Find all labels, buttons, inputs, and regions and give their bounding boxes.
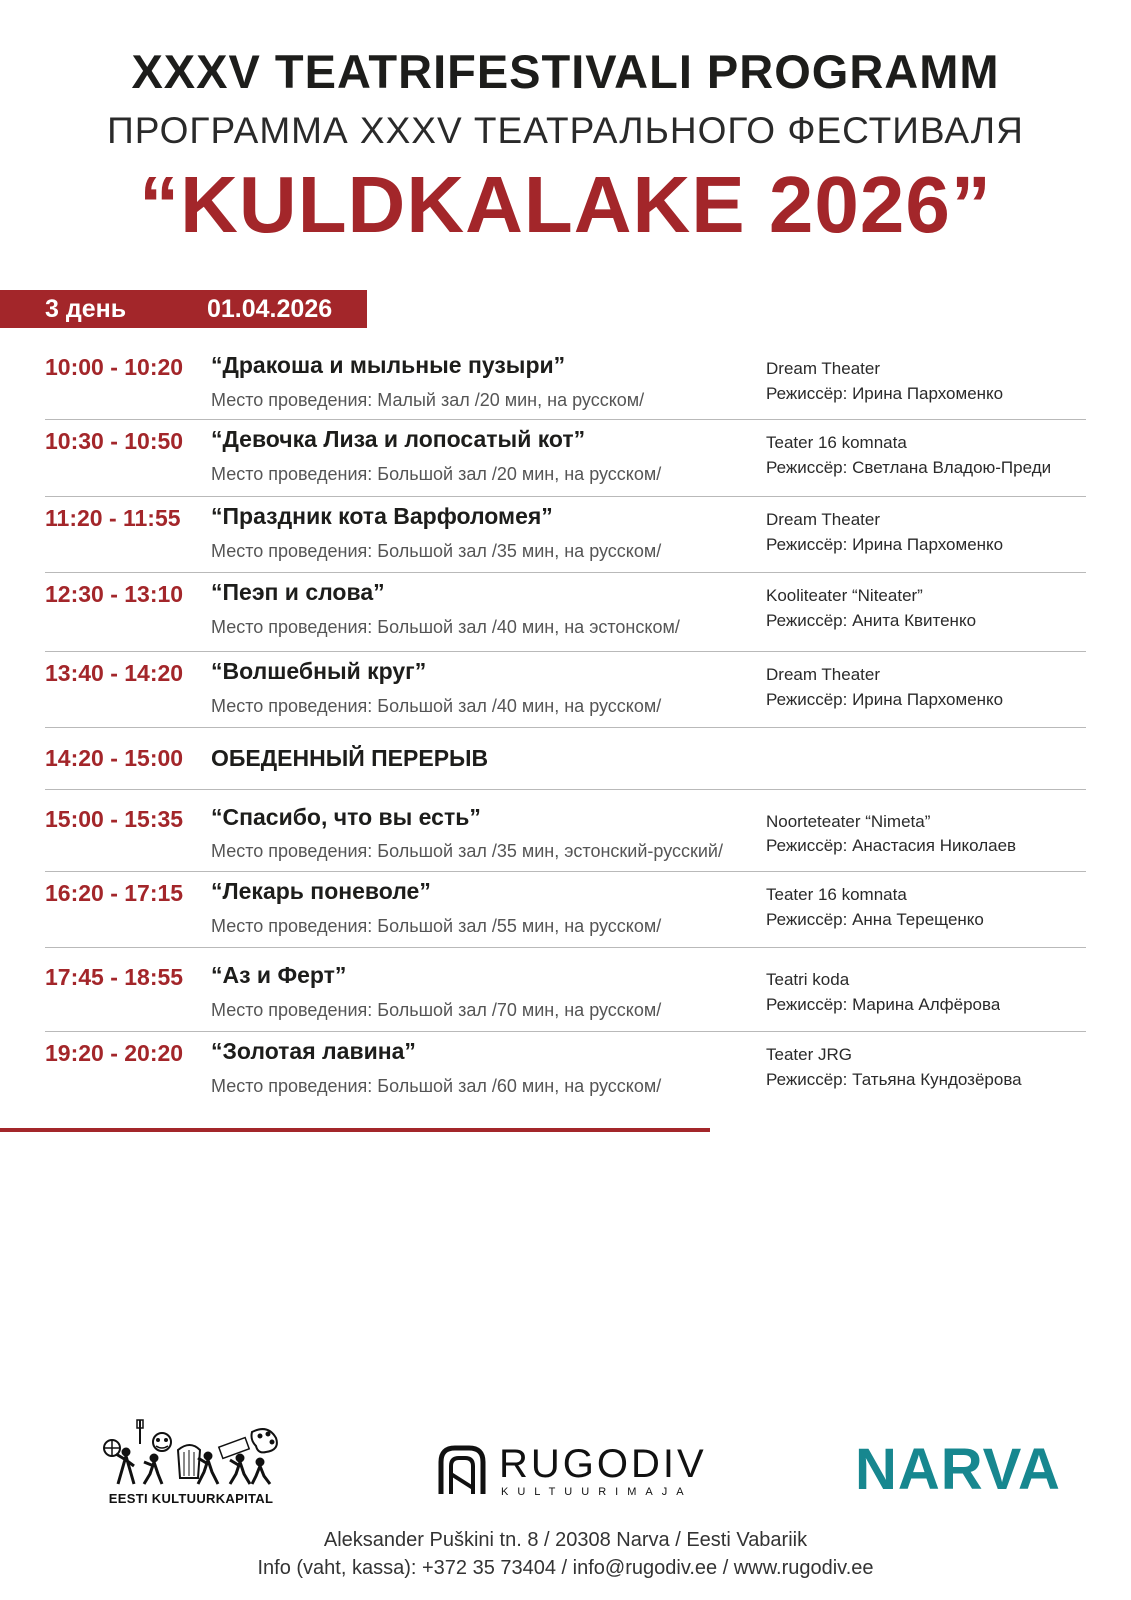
event-company: Kooliteater “Niteater” (766, 586, 923, 605)
break-time: 14:20 - 15:00 (45, 745, 184, 771)
event-time: 12:30 - 13:10 (45, 581, 184, 607)
event-company: Teater JRG (766, 1045, 852, 1064)
day-label: 3 день (45, 295, 127, 323)
schedule-row (45, 573, 1086, 652)
event-venue: Место проведения: Большой зал /35 мин, эстонский-русский/ (211, 841, 723, 861)
logos (0, 1418, 1131, 1518)
rugodiv-mark-icon (437, 1444, 487, 1496)
event-title: “Золотая лавина” (211, 1038, 416, 1064)
header (0, 44, 1131, 250)
event-title: “Лекарь поневоле” (211, 878, 431, 904)
event-title: “Спасибо, что вы есть” (211, 804, 481, 830)
event-time: 10:00 - 10:20 (45, 354, 184, 380)
title-russian: ПРОГРАММА XXXV ТЕАТРАЛЬНОГО ФЕСТИВАЛЯ (107, 110, 1024, 151)
rugodiv-name: RUGODIV (499, 1442, 707, 1486)
kultuurkapital-logo (100, 1418, 282, 1506)
event-venue: Место проведения: Большой зал /40 мин, на русском/ (211, 696, 662, 716)
event-title: “Дракоша и мыльные пузыри” (211, 352, 566, 378)
event-venue: Место проведения: Большой зал /55 мин, на русском/ (211, 916, 662, 936)
event-venue: Место проведения: Большой зал /60 мин, на русском/ (211, 1076, 662, 1096)
event-venue: Место проведения: Большой зал /20 мин, на русском/ (211, 464, 662, 484)
footer (0, 1526, 1131, 1582)
narva-logo: NARVA (855, 1437, 1061, 1502)
kultuurkapital-figures-icon (100, 1418, 282, 1488)
schedule (45, 346, 1086, 1110)
event-director: Режиссёр: Ирина Пархоменко (766, 535, 1004, 554)
event-venue: Место проведения: Большой зал /35 мин, на русском/ (211, 541, 662, 561)
schedule-row (45, 1032, 1086, 1110)
schedule-row (45, 790, 1086, 872)
schedule-row (45, 497, 1086, 573)
festival-name: “KULDKALAKE 2026” (139, 160, 992, 249)
kultuurkapital-label: EESTI KULTUURKAPITAL (108, 1491, 274, 1506)
event-company: Teater 16 komnata (766, 885, 907, 904)
event-title: “Праздник кота Варфоломея” (211, 503, 553, 529)
schedule-row (45, 420, 1086, 497)
event-time: 11:20 - 11:55 (45, 505, 181, 531)
schedule-row-break (45, 728, 1086, 790)
schedule-row (45, 872, 1086, 948)
title-estonian: XXXV TEATRIFESTIVALI PROGRAMM (131, 45, 1000, 98)
event-director: Режиссёр: Марина Алфёрова (766, 995, 1001, 1014)
event-time: 13:40 - 14:20 (45, 660, 184, 686)
event-director: Режиссёр: Светлана Владою-Преди (766, 458, 1052, 477)
event-time: 15:00 - 15:35 (45, 806, 184, 832)
event-director: Режиссёр: Анита Квитенко (766, 611, 977, 630)
schedule-row (45, 346, 1086, 420)
event-director: Режиссёр: Татьяна Кундозёрова (766, 1070, 1022, 1089)
event-company: Teater 16 komnata (766, 433, 907, 452)
event-company: Dream Theater (766, 359, 881, 378)
day-band (0, 290, 367, 328)
event-title: “Аз и Ферт” (211, 962, 347, 988)
event-director: Режиссёр: Анастасия Николаев (766, 836, 1017, 855)
event-time: 17:45 - 18:55 (45, 964, 184, 990)
event-company: Teatri koda (766, 970, 850, 989)
event-time: 19:20 - 20:20 (45, 1040, 184, 1066)
rugodiv-logo (437, 1442, 707, 1502)
event-title: “Девочка Лиза и лопосатый кот” (211, 426, 586, 452)
footer-address: Aleksander Puškini tn. 8 / 20308 Narva / Eesti Vabariik (323, 1529, 808, 1551)
event-time: 10:30 - 10:50 (45, 428, 184, 454)
event-company: Noorteteater “Nimeta” (766, 812, 931, 831)
schedule-row (45, 948, 1086, 1032)
footer-contacts: Info (vaht, kassa): +372 35 73404 / info@rugodiv.ee / www.rugodiv.ee (257, 1557, 874, 1579)
event-director: Режиссёр: Ирина Пархоменко (766, 690, 1004, 709)
day-date: 01.04.2026 (207, 295, 333, 323)
event-director: Режиссёр: Ирина Пархоменко (766, 384, 1004, 403)
event-company: Dream Theater (766, 665, 881, 684)
event-venue: Место проведения: Малый зал /20 мин, на русском/ (211, 390, 645, 410)
event-director: Режиссёр: Анна Терещенко (766, 910, 984, 929)
event-venue: Место проведения: Большой зал /70 мин, на русском/ (211, 1000, 662, 1020)
event-time: 16:20 - 17:15 (45, 880, 184, 906)
event-company: Dream Theater (766, 510, 881, 529)
schedule-row (45, 652, 1086, 728)
event-title: “Пеэп и слова” (211, 579, 385, 605)
bottom-accent-line (0, 1128, 710, 1132)
rugodiv-subtitle: KULTUURIMAJA (501, 1486, 693, 1498)
break-title: ОБЕДЕННЫЙ ПЕРЕРЫВ (211, 745, 489, 771)
event-venue: Место проведения: Большой зал /40 мин, на эстонском/ (211, 617, 680, 637)
event-title: “Волшебный круг” (211, 658, 427, 684)
